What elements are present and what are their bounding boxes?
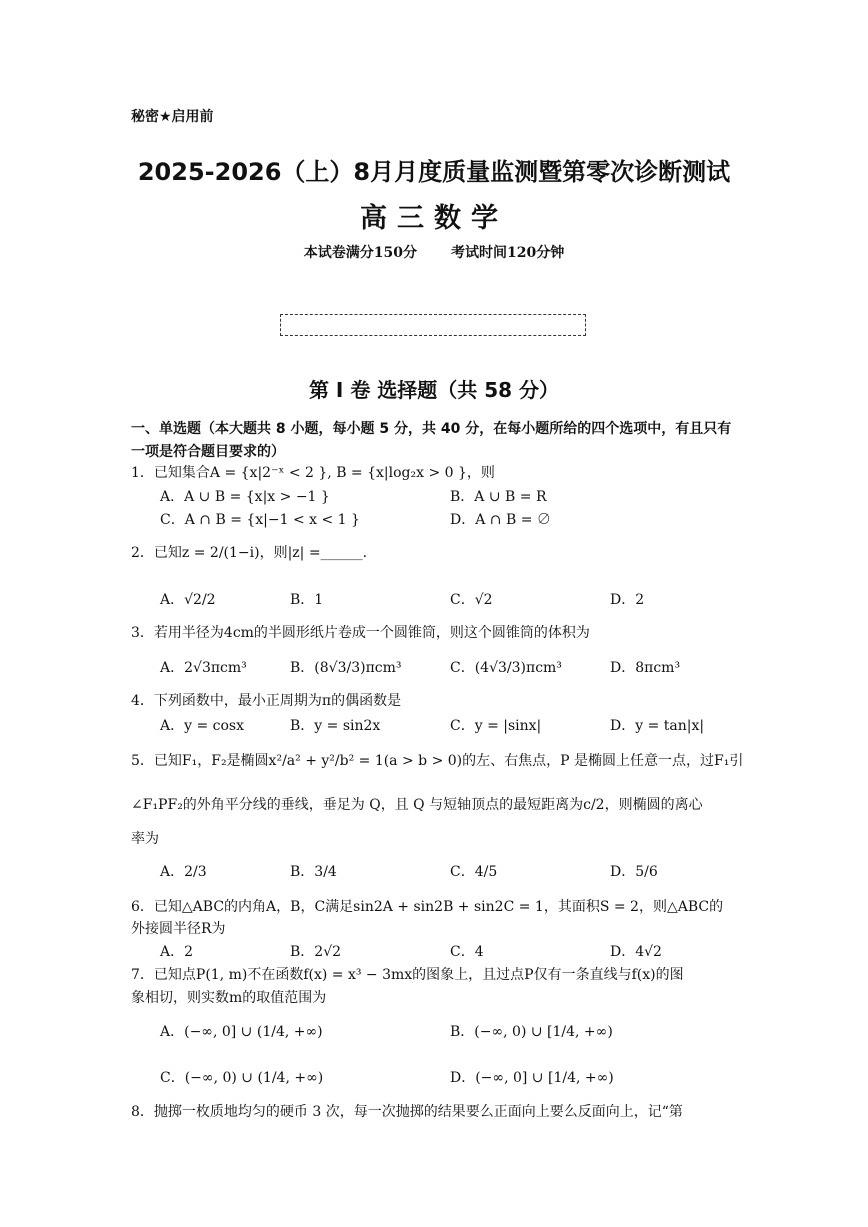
question-5-stem-line-3: 率为 (131, 831, 159, 847)
question-8-stem: 8．抛掷一枚质地均匀的硬币 3 次，每一次抛掷的结果要么正面向上要么反面向上，记“第 (131, 1104, 683, 1120)
question-5-stem-line-1: 5．已知F₁，F₂是椭圆x²/a² + y²/b² = 1(a > b > 0)的左、右焦点，P 是椭圆上任意一点，过F₁引 (131, 753, 744, 769)
question-5-option-b: B．3/4 (290, 864, 337, 880)
question-1-option-c: C．A ∩ B = {x|−1 < x < 1 } (160, 512, 360, 528)
time-limit: 考试时间120分钟 (451, 245, 565, 261)
barcode-box (280, 314, 586, 336)
question-7-stem-line-1: 7．已知点P(1, m)不在函数f(x) = x³ − 3mx的图象上，且过点P仅有一条直线与f(x)的图 (131, 967, 684, 983)
question-2-option-d: D．2 (610, 592, 645, 608)
question-2-option-c: C．√2 (450, 592, 493, 608)
question-3-option-a: A．2√3πcm³ (160, 660, 247, 676)
question-5-option-c: C．4/5 (450, 864, 498, 880)
question-4-option-d: D．y = tan|x| (610, 718, 705, 734)
question-6-option-d: D．4√2 (610, 944, 662, 960)
question-6-stem-line-1: 6．已知△ABC的内角A，B，C满足sin2A + sin2B + sin2C = 1，其面积S = 2，则△ABC的 (131, 899, 724, 915)
question-3-option-c: C．(4√3/3)πcm³ (450, 660, 562, 676)
confidential-label: 秘密★启用前 (131, 109, 214, 125)
question-1-stem: 1．已知集合A = {x|2⁻ˣ < 2 }, B = {x|log₂x > 0 }，则 (131, 465, 495, 481)
section-title: 第 I 卷 选择题（共 58 分） (308, 378, 560, 402)
question-1-option-a: A．A ∪ B = {x|x > −1 } (160, 489, 330, 505)
question-7-option-d: D．(−∞, 0] ∪ [1/4, +∞) (450, 1070, 614, 1086)
question-5-option-a: A．2/3 (160, 864, 207, 880)
question-2-stem: 2．已知z = 2/(1−i)，则|z| =______. (131, 545, 368, 561)
question-1-option-b: B．A ∪ B = R (450, 489, 547, 505)
section-instructions: 一、单选题（本大题共 8 小题，每小题 5 分，共 40 分，在每小题所给的四个选项中，有且只有一项是符合题目要求的） (131, 421, 732, 460)
question-7-stem-line-2: 象相切，则实数m的取值范围为 (131, 990, 327, 1006)
exam-meta (0, 242, 868, 262)
question-7-option-a: A．(−∞, 0] ∪ (1/4, +∞) (160, 1024, 323, 1040)
question-3-option-d: D．8πcm³ (610, 660, 681, 676)
question-7-option-c: C．(−∞, 0) ∪ (1/4, +∞) (160, 1070, 324, 1086)
question-4-option-b: B．y = sin2x (290, 718, 381, 734)
full-score: 本试卷满分150分 (303, 245, 417, 261)
question-6-option-b: B．2√2 (290, 944, 342, 960)
question-4-option-a: A．y = cosx (160, 718, 244, 734)
question-3-stem: 3．若用半径为4cm的半圆形纸片卷成一个圆锥筒，则这个圆锥筒的体积为 (131, 625, 590, 641)
question-4-option-c: C．y = |sinx| (450, 718, 542, 734)
question-2-option-a: A．√2/2 (160, 592, 216, 608)
subject-title: 高三数学 (360, 203, 508, 234)
question-6-option-c: C．4 (450, 944, 484, 960)
question-1-option-d: D．A ∩ B = ∅ (450, 512, 551, 528)
question-2-option-b: B．1 (290, 592, 324, 608)
question-6-option-a: A．2 (160, 944, 194, 960)
question-5-stem-line-2: ∠F₁PF₂的外角平分线的垂线，垂足为 Q，且 Q 与短轴顶点的最短距离为c/2，则椭圆的离心 (131, 797, 703, 813)
question-6-stem-line-2: 外接圆半径R为 (131, 921, 226, 937)
question-3-option-b: B．(8√3/3)πcm³ (290, 660, 402, 676)
question-4-stem: 4．下列函数中，最小正周期为π的偶函数是 (131, 693, 402, 709)
question-7-option-b: B．(−∞, 0) ∪ [1/4, +∞) (450, 1024, 613, 1040)
question-5-option-d: D．5/6 (610, 864, 658, 880)
exam-title: 2025-2026（上）8月月度质量监测暨第零次诊断测试 (137, 158, 731, 186)
